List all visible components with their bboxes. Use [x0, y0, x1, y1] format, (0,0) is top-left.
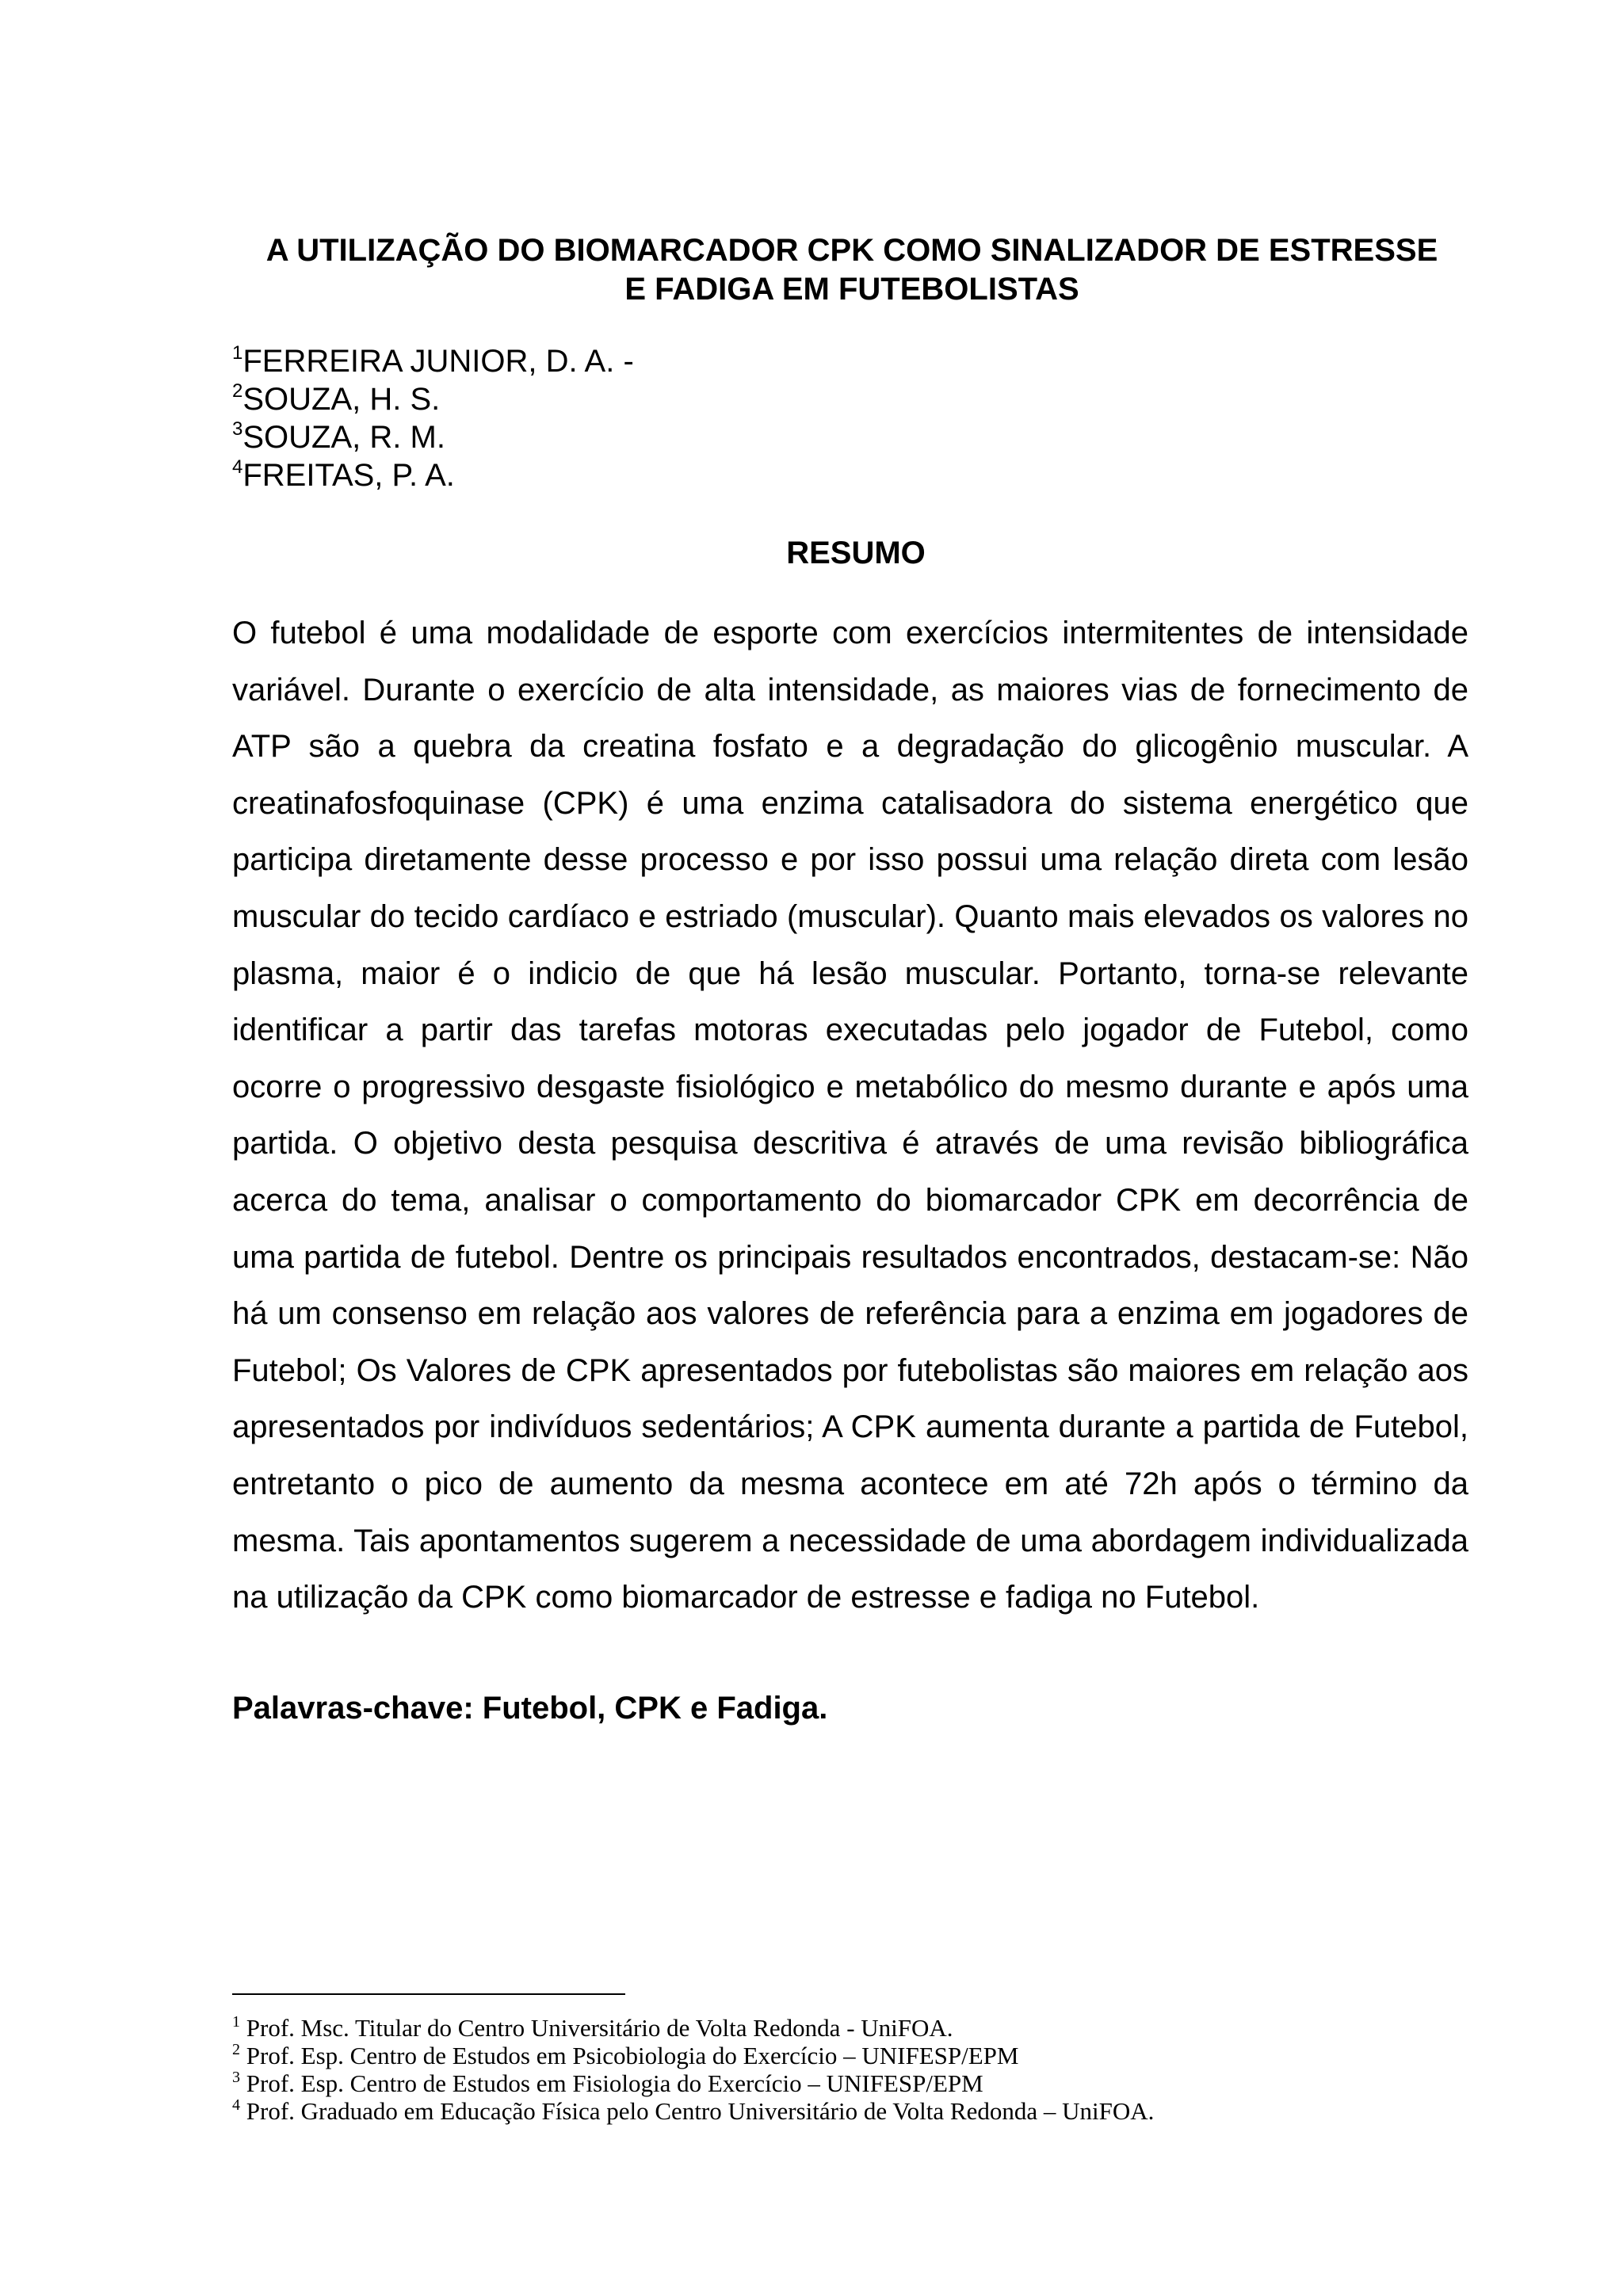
footnote-item — [232, 2042, 1468, 2069]
paper-title — [230, 231, 1474, 309]
author-entry — [232, 456, 945, 494]
footnote-mark: 2 — [232, 2041, 240, 2058]
author-entry — [232, 418, 945, 456]
author-name: FERREIRA JUNIOR, D. A. - — [242, 344, 634, 379]
author-entry — [232, 342, 945, 380]
footnote-text: Prof. Esp. Centro de Estudos em Psicobiologia do Exercício – UNIFESP/EPM — [240, 2042, 1019, 2069]
footnote-text: Prof. Esp. Centro de Estudos em Fisiologia do Exercício – UNIFESP/EPM — [240, 2069, 983, 2097]
footnote-item — [232, 2069, 1468, 2097]
footnote-item — [232, 2097, 1468, 2125]
footnote-mark: 3 — [232, 2069, 240, 2086]
author-affiliation-mark: 4 — [232, 456, 243, 478]
paper-title-line: E FADIGA EM FUTEBOLISTAS — [624, 272, 1079, 307]
paper-title-line: A UTILIZAÇÃO DO BIOMARCADOR CPK COMO SINALIZADOR DE ESTRESSE — [265, 233, 1438, 268]
abstract-heading: RESUMO — [786, 536, 926, 570]
footnote-mark: 4 — [232, 2096, 240, 2114]
footnotes — [232, 2014, 1468, 2125]
author-affiliation-mark: 2 — [232, 380, 243, 402]
abstract-body: O futebol é uma modalidade de esporte com exercícios intermitentes de intensidade variável. Durante o exercício de alta intensidade, as maiores vias de fornecimento de ATP são a quebra da creatina fosfato e a degradação do glicogênio muscular. A creatinafosfoquinase (CPK) é uma enzima catalisadora do sistema energético que participa diretamente desse processo e por isso possui uma relação direta com lesão muscular do tecido cardíaco e estriado (muscular). Quanto mais elevados os valores no plasma, maior é o indicio de que há lesão muscular. Portanto, torna-se relevante identificar a partir das tarefas motoras executadas pelo jogador de Futebol, como ocorre o progressivo desgaste fisiológico e metabólico do mesmo durante e após uma partida. O objetivo desta pesquisa descritiva é através de uma revisão bibliográfica acerca do tema, analisar o comportamento do biomarcador CPK em decorrência de uma partida de futebol. Dentre os principais resultados encontrados, destacam-se: Não há um consenso em relação aos valores de referência para a enzima em jogadores de Futebol; Os Valores de CPK apresentados por futebolistas são maiores em relação aos apresentados por indivíduos sedentários; A CPK aumenta durante a partida de Futebol, entretanto o pico de aumento da mesma acontece em até 72h após o término da mesma. Tais apontamentos sugerem a necessidade de uma abordagem individualizada na utilização da CPK como biomarcador de estresse e fadiga no Futebol. — [232, 616, 1468, 1615]
footnote-text: Prof. Graduado em Educação Física pelo Centro Universitário de Volta Redonda – UniFOA. — [240, 2097, 1155, 2125]
author-affiliation-mark: 3 — [232, 418, 243, 440]
author-list — [232, 342, 945, 494]
footnote-divider — [232, 1993, 625, 1995]
author-name: FREITAS, P. A. — [242, 458, 455, 493]
author-affiliation-mark: 1 — [232, 342, 243, 364]
author-entry — [232, 380, 945, 418]
footnote-item — [232, 2014, 1468, 2042]
author-name: SOUZA, R. M. — [242, 420, 445, 455]
footnote-mark: 1 — [232, 2013, 240, 2031]
author-name: SOUZA, H. S. — [242, 382, 441, 417]
footnote-text: Prof. Msc. Titular do Centro Universitário de Volta Redonda - UniFOA. — [240, 2014, 953, 2042]
keywords: Palavras-chave: Futebol, CPK e Fadiga. — [232, 1691, 828, 1726]
